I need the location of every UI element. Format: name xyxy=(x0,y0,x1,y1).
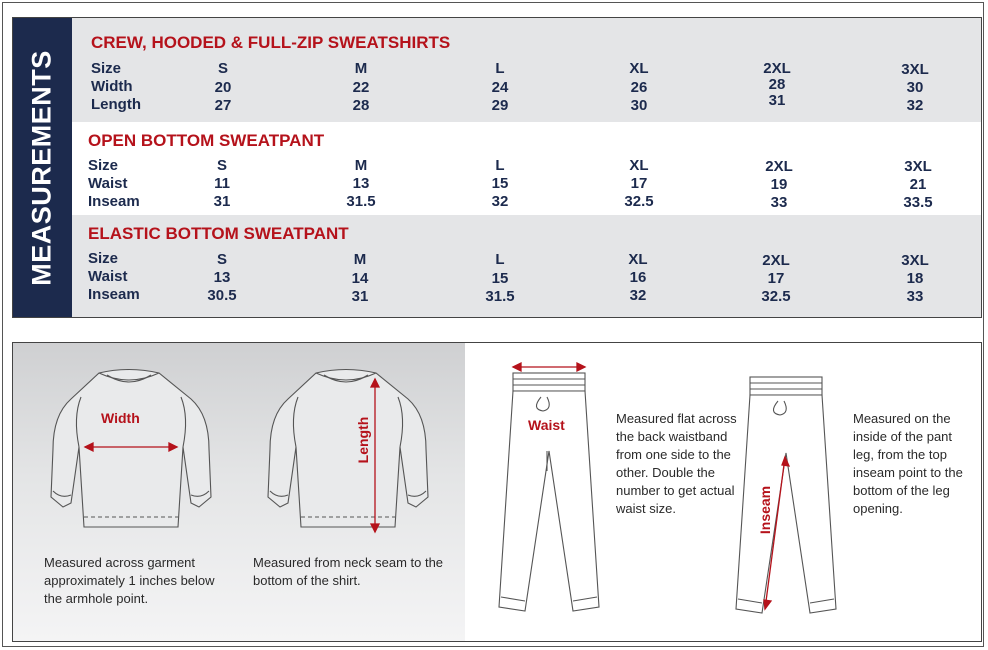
waist-cell: 18 xyxy=(906,270,924,287)
waist-cell: 13 xyxy=(213,269,231,286)
size-cell: S xyxy=(216,251,228,268)
waist-cell: 11 xyxy=(214,175,230,192)
waist-cell: 15 xyxy=(491,175,509,192)
measurements-vertical-title: MEASUREMENTS xyxy=(26,50,57,286)
size-cell: L xyxy=(495,251,505,268)
width-cell: 26 xyxy=(630,79,648,96)
row-label-waist: Waist xyxy=(88,175,128,192)
waist-caption: Measured flat across the back waistband from one side to the other. Double the number to get actual waist size. xyxy=(616,411,737,516)
length-cell: 30 xyxy=(630,97,648,114)
waist-cell: 14 xyxy=(351,270,369,287)
size-cell: M xyxy=(353,251,367,268)
inseam-cell: 32.5 xyxy=(624,193,654,210)
width-cell: 28 xyxy=(768,76,786,93)
length-cell: 32 xyxy=(906,97,924,114)
size-cell: XL xyxy=(629,157,649,174)
size-cell: S xyxy=(217,60,229,77)
size-cell: L xyxy=(495,157,505,174)
sweatshirt-length-illustration xyxy=(258,367,433,537)
measurements-side-bar xyxy=(13,18,72,317)
inseam-caption: Measured on the inside of the pant leg, from the top inseam point to the bottom of the leg opening. xyxy=(853,411,963,516)
waist-cell: 15 xyxy=(491,270,509,287)
row-label-width: Width xyxy=(91,78,133,95)
row-label-inseam: Inseam xyxy=(88,193,140,210)
length-cell: 31 xyxy=(768,92,786,109)
inseam-cell: 33 xyxy=(770,194,788,211)
waist-cell: 21 xyxy=(909,176,927,193)
section-title: ELASTIC BOTTOM SWEATPANT xyxy=(88,224,349,243)
inseam-cell: 31 xyxy=(351,288,369,305)
row-label-waist: Waist xyxy=(88,268,128,285)
waist-cell: 17 xyxy=(630,175,648,192)
size-cell: 2XL xyxy=(763,60,791,77)
size-cell: 2XL xyxy=(762,252,790,269)
length-cell: 29 xyxy=(491,97,509,114)
section-elastic-bottom-sweatpant xyxy=(72,215,981,317)
inseam-cell: 33.5 xyxy=(903,194,933,211)
inseam-cell: 30.5 xyxy=(207,287,237,304)
length-cell: 27 xyxy=(214,97,232,114)
size-cell: 3XL xyxy=(901,252,929,269)
measuring-guide xyxy=(12,342,982,642)
length-label: Length xyxy=(355,416,371,464)
width-cell: 22 xyxy=(352,79,370,96)
waist-cell: 19 xyxy=(770,176,788,193)
section-title: OPEN BOTTOM SWEATPANT xyxy=(88,131,325,150)
inseam-label: Inseam xyxy=(757,485,773,535)
inseam-cell: 33 xyxy=(906,288,924,305)
sweatpant-waist-illustration xyxy=(491,361,601,626)
size-cell: XL xyxy=(628,251,648,268)
inseam-cell: 31.5 xyxy=(346,193,376,210)
width-cell: 20 xyxy=(214,79,232,96)
size-cell: XL xyxy=(629,60,649,77)
row-label-size: Size xyxy=(88,250,119,267)
inseam-cell: 32 xyxy=(491,193,509,210)
width-cell: 24 xyxy=(491,79,509,96)
waist-label: Waist xyxy=(528,417,565,433)
size-cell: M xyxy=(354,157,368,174)
inseam-cell: 32.5 xyxy=(761,288,791,305)
width-caption: Measured across garment approximately 1 inches below the armhole point. xyxy=(44,555,215,606)
row-label-size: Size xyxy=(88,157,119,174)
length-caption: Measured from neck seam to the bottom of the shirt. xyxy=(253,555,444,588)
size-cell: 3XL xyxy=(901,61,929,78)
width-label: Width xyxy=(101,410,140,426)
row-label-size: Size xyxy=(91,60,122,77)
inseam-cell: 32 xyxy=(629,287,647,304)
sweatshirt-width-illustration xyxy=(41,367,216,537)
waist-cell: 17 xyxy=(767,270,785,287)
measurements-table xyxy=(12,17,982,318)
size-cell: M xyxy=(354,60,368,77)
section-sweatshirts xyxy=(72,18,981,122)
waist-cell: 13 xyxy=(352,175,370,192)
inseam-cell: 31.5 xyxy=(485,288,515,305)
row-label-inseam: Inseam xyxy=(88,286,140,303)
width-cell: 30 xyxy=(906,79,924,96)
size-cell: L xyxy=(495,60,505,77)
size-cell: 2XL xyxy=(765,158,793,175)
inseam-cell: 31 xyxy=(213,193,231,210)
length-cell: 28 xyxy=(352,97,370,114)
section-open-bottom-sweatpant xyxy=(72,122,981,215)
size-cell: S xyxy=(216,157,228,174)
section-title: CREW, HOODED & FULL-ZIP SWEATSHIRTS xyxy=(91,33,451,52)
sweatpant-inseam-illustration xyxy=(728,361,838,626)
waist-cell: 16 xyxy=(629,269,647,286)
size-cell: 3XL xyxy=(904,158,932,175)
row-label-length: Length xyxy=(91,96,141,113)
